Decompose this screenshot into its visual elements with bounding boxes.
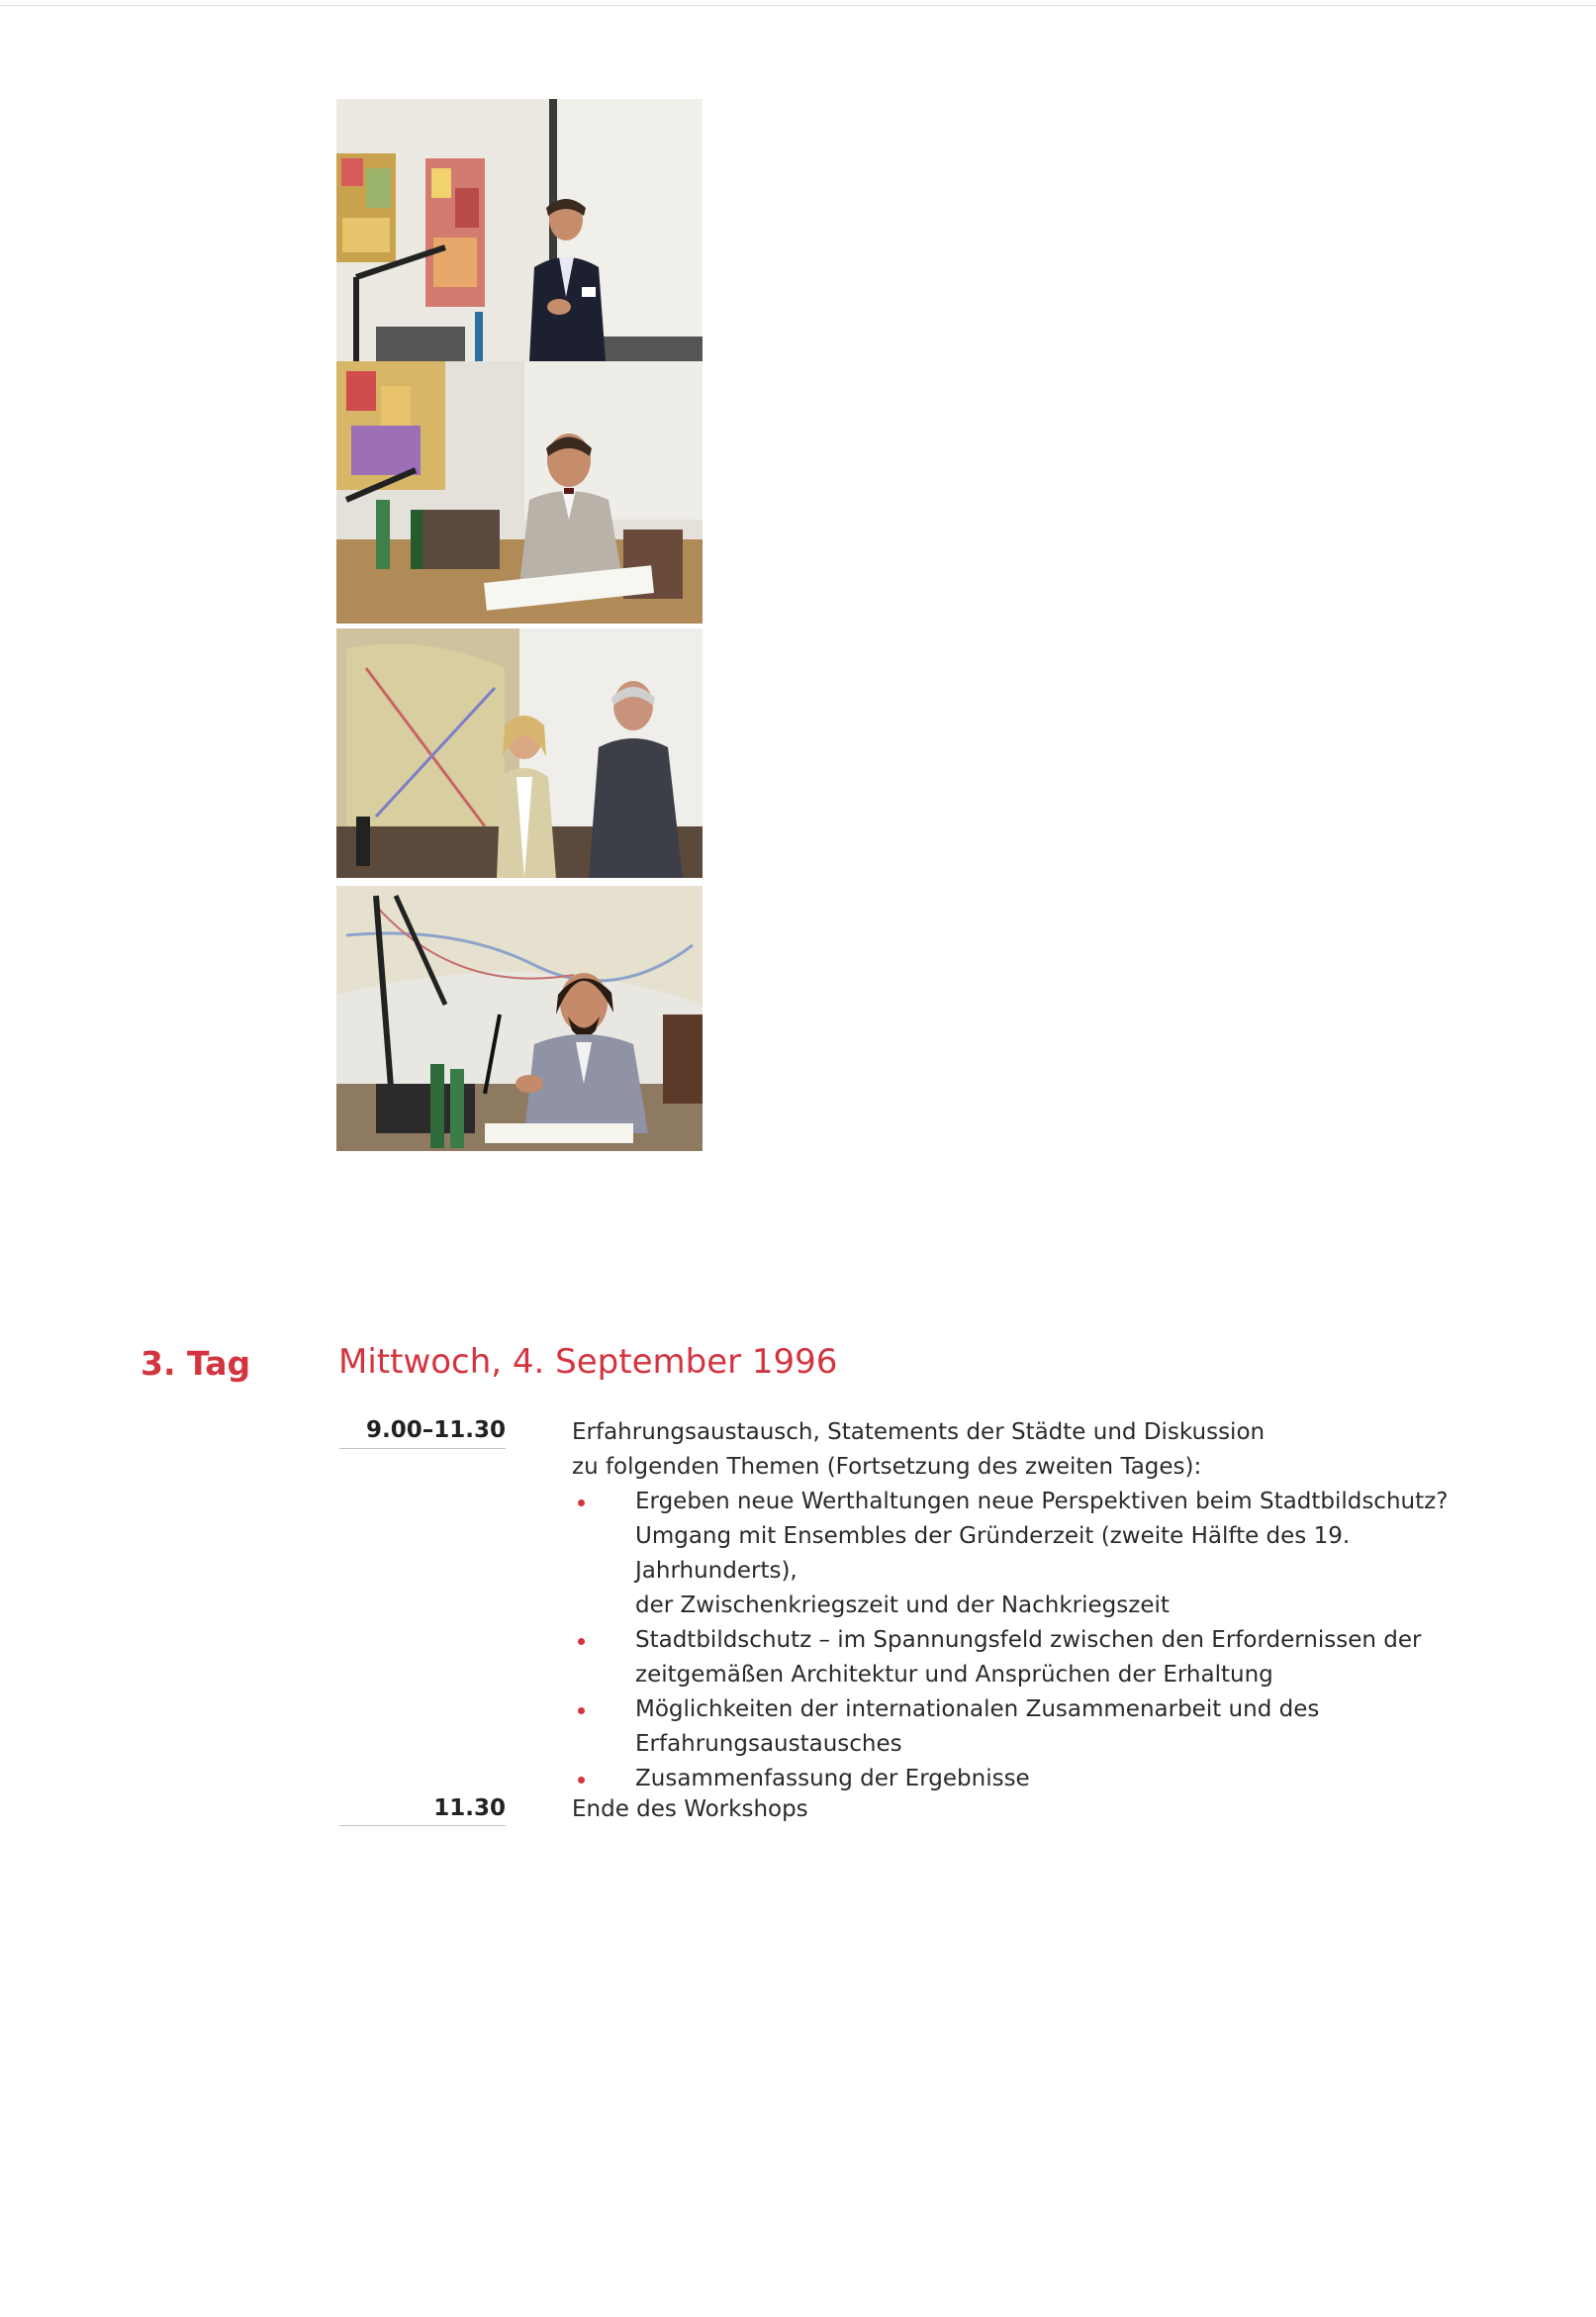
topic-line: der Zwischenkriegszeit und der Nachkriegszeit: [635, 1593, 1170, 1618]
topic-item-3: [572, 1692, 1512, 1762]
entry-intro-line-2: zu folgenden Themen (Fortsetzung des zweiten Tages):: [572, 1454, 1202, 1480]
time-slot-1: 9.00–11.30: [366, 1417, 506, 1443]
topic-line: Möglichkeiten der internationalen Zusammenarbeit und des: [635, 1696, 1320, 1722]
time-underline-2: [339, 1825, 506, 1826]
topic-line: Erfahrungsaustausches: [635, 1731, 902, 1757]
photo-speaker-standing: [336, 99, 703, 361]
bullet-icon: [578, 1638, 585, 1645]
top-edge-rule: [0, 5, 1596, 6]
topic-line: Umgang mit Ensembles der Gründerzeit (zweite Hälfte des 19. Jahrhunderts),: [635, 1523, 1351, 1584]
topic-line: Zusammenfassung der Ergebnisse: [635, 1766, 1030, 1791]
photo-speaker-seated: [336, 886, 703, 1151]
bullet-icon: [578, 1707, 585, 1714]
topic-item-4: [572, 1762, 1512, 1796]
topic-line: Stadtbildschutz – im Spannungsfeld zwischen den Erfordernissen der: [635, 1627, 1422, 1653]
time-underline-1: [339, 1448, 506, 1449]
photo-conversation: [336, 628, 703, 878]
bullet-icon: [578, 1777, 585, 1784]
entry-text: Ende des Workshops: [572, 1796, 808, 1822]
photo-seated-moderator: [336, 361, 703, 624]
topic-line: zeitgemäßen Architektur und Ansprüchen der Erhaltung: [635, 1662, 1273, 1688]
topic-item-1: [572, 1485, 1512, 1623]
day-date: Mittwoch, 4. September 1996: [338, 1342, 838, 1382]
entry-intro-line-1: Erfahrungsaustausch, Statements der Städte und Diskussion: [572, 1419, 1266, 1445]
day-label: 3. Tag: [141, 1344, 251, 1383]
schedule-entry-2: [572, 1792, 1512, 1827]
topic-line: Ergeben neue Werthaltungen neue Perspektiven beim Stadtbildschutz?: [635, 1489, 1449, 1514]
topic-item-2: [572, 1623, 1512, 1692]
schedule-entry-1: [572, 1415, 1512, 1796]
bullet-icon: [578, 1499, 585, 1506]
time-slot-2: 11.30: [433, 1795, 506, 1821]
topic-list: [572, 1485, 1512, 1796]
